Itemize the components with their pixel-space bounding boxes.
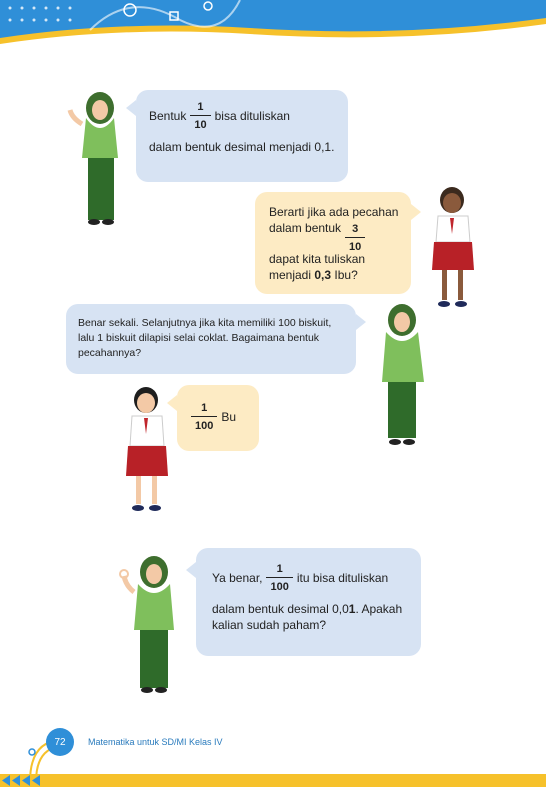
bubble-3-line1: Benar sekali. Selanjutnya jika kita memiliki 100 biskuit, [78, 317, 332, 329]
fraction-1-10: $\frac{1}{10}$ [190, 100, 210, 133]
bubble-5-prefix: Ya benar, [212, 571, 263, 586]
bubble-3-text [78, 316, 350, 362]
fraction-1-100-b: $\frac{1}{100}$ [266, 562, 292, 595]
bubble-1-line2: dalam bentuk desimal menjadi 0,1. [149, 139, 335, 154]
header-decoration [0, 0, 546, 48]
page-number: 72 [46, 728, 74, 756]
bubble-2-line2: dalam bentuk [269, 221, 342, 236]
speech-bubble-4 [177, 385, 259, 451]
bubble-2-line1: Berarti jika ada pecahan [269, 205, 399, 219]
speech-bubble-1 [136, 90, 348, 182]
bubble-3-line3: pecahannya? [78, 347, 142, 360]
speech-bubble-3 [66, 304, 356, 374]
bubble-1-text [149, 100, 339, 155]
teacher-ok-figure [118, 552, 182, 696]
speech-bubble-2 [255, 192, 411, 294]
speech-bubble-5 [196, 548, 421, 656]
teacher-figure [66, 88, 130, 228]
bubble-2-line3: dapat kita tuliskan [269, 251, 366, 266]
arrow-decoration-icon [0, 774, 50, 787]
footer-bar [0, 774, 546, 787]
bubble-5-line2: dalam bentuk desimal 0,01. Apakah [212, 601, 403, 616]
bubble-1-prefix: Bentuk [149, 109, 187, 124]
bubble-5-suffix: itu bisa dituliskan [296, 571, 389, 586]
book-title: Matematika untuk SD/MI Kelas IV [88, 737, 223, 747]
student-girl-figure [124, 384, 172, 516]
bubble-2-text [269, 204, 409, 283]
bubble-4-text [187, 401, 236, 434]
teacher-thinking-figure [378, 300, 432, 448]
bubble-3-line2: lalu 1 biskuit dilapisi selai coklat. Bagaimana bentuk [78, 332, 320, 345]
bubble-5-line3: kalian sudah paham? [212, 617, 327, 632]
student-girl-thinking-figure [428, 184, 478, 312]
bubble-4-suffix: Bu [221, 410, 237, 425]
fraction-1-100: $\frac{1}{100}$ [191, 401, 217, 434]
bubble-5-text [212, 562, 417, 633]
bubble-1-suffix: bisa dituliskan [214, 109, 290, 124]
fraction-3-10: $\frac{3}{10}$ [345, 222, 365, 255]
bubble-2-line4: menjadi 0,3 Ibu? [269, 268, 358, 283]
